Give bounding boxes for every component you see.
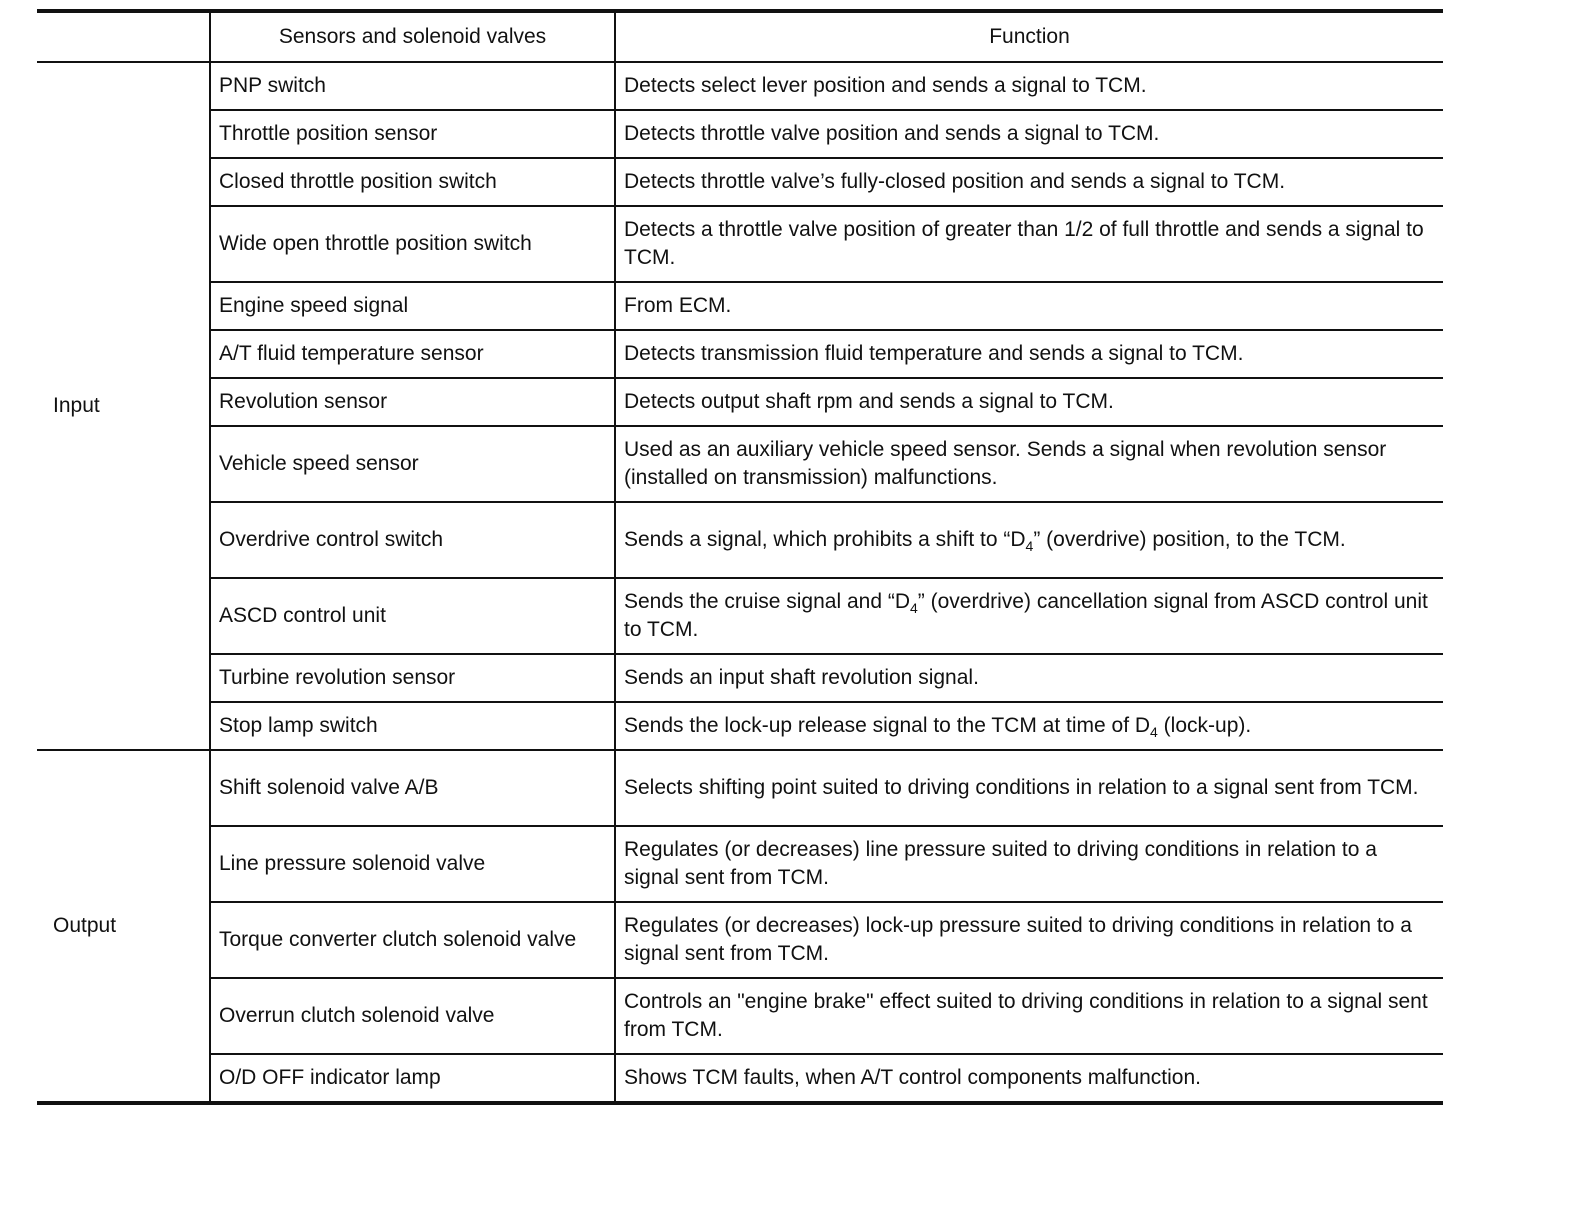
row-function: Sends an input shaft revolution signal. <box>615 654 1443 702</box>
row-function: Shows TCM faults, when A/T control components malfunction. <box>615 1054 1443 1103</box>
table-row <box>37 158 1443 206</box>
table-row <box>37 826 1443 902</box>
row-function: From ECM. <box>615 282 1443 330</box>
function-text: Sends a signal, which prohibits a shift to “D <box>624 528 1026 551</box>
sensor-function-table <box>37 9 1443 1105</box>
function-text: ” (overdrive) position, to the TCM. <box>1033 528 1346 551</box>
table-row <box>37 750 1443 826</box>
row-item: Throttle position sensor <box>210 110 615 158</box>
row-function: Detects a throttle valve position of greater than 1/2 of full throttle and sends a signal to TCM. <box>615 206 1443 282</box>
row-item: A/T fluid temperature sensor <box>210 330 615 378</box>
table-row <box>37 426 1443 502</box>
table-row <box>37 702 1443 750</box>
row-item: Stop lamp switch <box>210 702 615 750</box>
row-item: Revolution sensor <box>210 378 615 426</box>
row-item: Overdrive control switch <box>210 502 615 578</box>
table-row <box>37 378 1443 426</box>
row-item: Engine speed signal <box>210 282 615 330</box>
table-row <box>37 578 1443 654</box>
row-item: Vehicle speed sensor <box>210 426 615 502</box>
table-row <box>37 282 1443 330</box>
table-row <box>37 110 1443 158</box>
function-text: (lock-up). <box>1157 714 1252 737</box>
table-row <box>37 654 1443 702</box>
table-row <box>37 330 1443 378</box>
table-row <box>37 978 1443 1054</box>
row-function: Used as an auxiliary vehicle speed sensor. Sends a signal when revolution sensor (installed on transmission) malfunctions. <box>615 426 1443 502</box>
row-item: Overrun clutch solenoid valve <box>210 978 615 1054</box>
subscript: 4 <box>1150 724 1158 740</box>
row-item: O/D OFF indicator lamp <box>210 1054 615 1103</box>
table-row <box>37 206 1443 282</box>
subscript: 4 <box>1025 538 1034 554</box>
row-function <box>615 502 1443 578</box>
row-function <box>615 702 1443 750</box>
row-item: Closed throttle position switch <box>210 158 615 206</box>
row-function: Regulates (or decreases) lock-up pressure suited to driving conditions in relation to a signal sent from TCM. <box>615 902 1443 978</box>
row-item: ASCD control unit <box>210 578 615 654</box>
group-label-output: Output <box>37 750 210 1103</box>
row-function: Controls an "engine brake" effect suited to driving conditions in relation to a signal sent from TCM. <box>615 978 1443 1054</box>
table-row <box>37 62 1443 110</box>
table-row <box>37 502 1443 578</box>
row-item: Turbine revolution sensor <box>210 654 615 702</box>
row-function: Detects select lever position and sends a signal to TCM. <box>615 62 1443 110</box>
row-item: Torque converter clutch solenoid valve <box>210 902 615 978</box>
function-text: Sends the lock-up release signal to the TCM at time of D <box>624 714 1151 737</box>
row-function: Detects throttle valve position and sends a signal to TCM. <box>615 110 1443 158</box>
function-text: Sends the cruise signal and “D <box>624 590 910 613</box>
row-function: Detects throttle valve’s fully-closed position and sends a signal to TCM. <box>615 158 1443 206</box>
row-function: Detects transmission fluid temperature and sends a signal to TCM. <box>615 330 1443 378</box>
row-item: Line pressure solenoid valve <box>210 826 615 902</box>
row-function: Selects shifting point suited to driving conditions in relation to a signal sent from TCM. <box>615 750 1443 826</box>
table-row <box>37 902 1443 978</box>
row-function: Detects output shaft rpm and sends a signal to TCM. <box>615 378 1443 426</box>
row-function: Regulates (or decreases) line pressure suited to driving conditions in relation to a signal sent from TCM. <box>615 826 1443 902</box>
row-function <box>615 578 1443 654</box>
table-row <box>37 1054 1443 1103</box>
subscript: 4 <box>910 600 918 616</box>
function-text: ” (overdrive) cancellation signal from ASCD control unit to TCM. <box>624 590 1428 641</box>
header-function: Function <box>615 11 1443 62</box>
header-group <box>37 11 210 62</box>
row-item: Wide open throttle position switch <box>210 206 615 282</box>
header-sensors: Sensors and solenoid valves <box>210 11 615 62</box>
row-item: Shift solenoid valve A/B <box>210 750 615 826</box>
group-label-input: Input <box>37 62 210 750</box>
table-header-row <box>37 11 1443 62</box>
row-item: PNP switch <box>210 62 615 110</box>
